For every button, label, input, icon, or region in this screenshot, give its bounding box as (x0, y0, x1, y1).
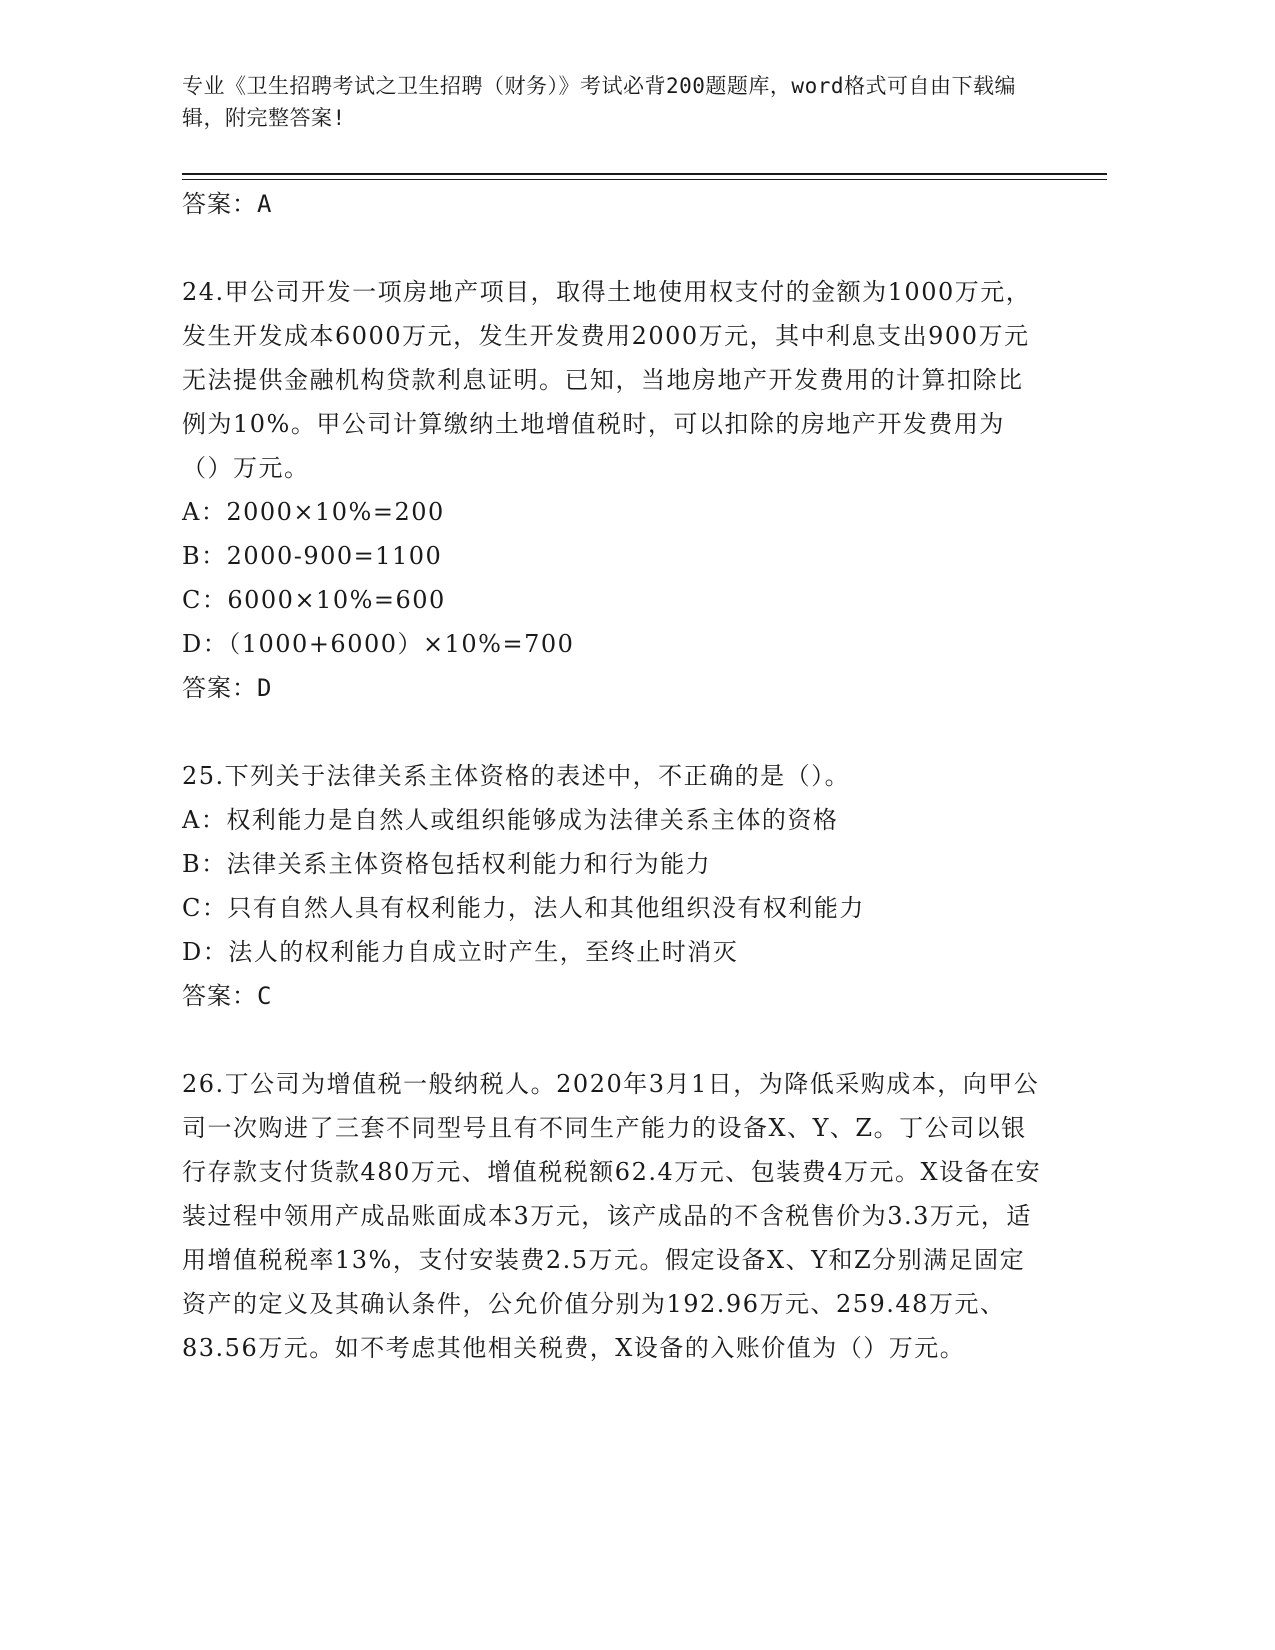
question-24-option-a: A：2000×10%=200 (182, 498, 445, 526)
question-24-stem: 24.甲公司开发一项房地产项目，取得土地使用权支付的金额为1000万元，发生开发成本6000万元，发生开发费用2000万元，其中利息支出900万元无法提供金融机构贷款利息证明。已知，当地房地产开发费用的计算扣除比例为10%。甲公司计算缴纳土地增值税时，可以扣除的房地产开发费用为（）万元。 (182, 278, 1032, 482)
spacer (182, 1018, 1082, 1062)
document-content (182, 182, 1082, 1370)
header-divider-thick (182, 173, 1107, 175)
spacer (182, 226, 1082, 270)
header-divider-thin (182, 179, 1107, 180)
question-25-option-d: D：法人的权利能力自成立时产生，至终止时消灭 (182, 938, 739, 966)
question-24-option-b: B：2000-900=1100 (182, 542, 443, 570)
answer-q24: 答案：D (182, 674, 273, 702)
question-24-option-d: D：（1000+6000）×10%=700 (182, 630, 575, 658)
spacer (182, 710, 1082, 754)
page-header: 专业《卫生招聘考试之卫生招聘（财务）》考试必背200题题库，word格式可自由下载编辑，附完整答案! (182, 74, 1016, 130)
question-26-stem: 26.丁公司为增值税一般纳税人。2020年3月1日，为降低采购成本，向甲公司一次购进了三套不同型号且有不同生产能力的设备X、Y、Z。丁公司以银行存款支付货款480万元、增值税税额62.4万元、包装费4万元。X设备在安装过程中领用产成品账面成本3万元，该产成品的不含税售价为3.3万元，适用增值税税率13%，支付安装费2.5万元。假定设备X、Y和Z分别满足固定资产的定义及其确认条件，公允价值分别为192.96万元、259.48万元、83.56万元。如不考虑其他相关税费，X设备的入账价值为（）万元。 (182, 1070, 1042, 1362)
question-25-option-c: C：只有自然人具有权利能力，法人和其他组织没有权利能力 (182, 894, 865, 922)
question-25-option-a: A：权利能力是自然人或组织能够成为法律关系主体的资格 (182, 806, 839, 834)
answer-q23: 答案：A (182, 190, 273, 218)
question-25-stem: 25.下列关于法律关系主体资格的表述中，不正确的是（）。 (182, 762, 851, 790)
question-24-option-c: C：6000×10%=600 (182, 586, 446, 614)
answer-q25: 答案：C (182, 982, 273, 1010)
question-25-option-b: B：法律关系主体资格包括权利能力和行为能力 (182, 850, 712, 878)
